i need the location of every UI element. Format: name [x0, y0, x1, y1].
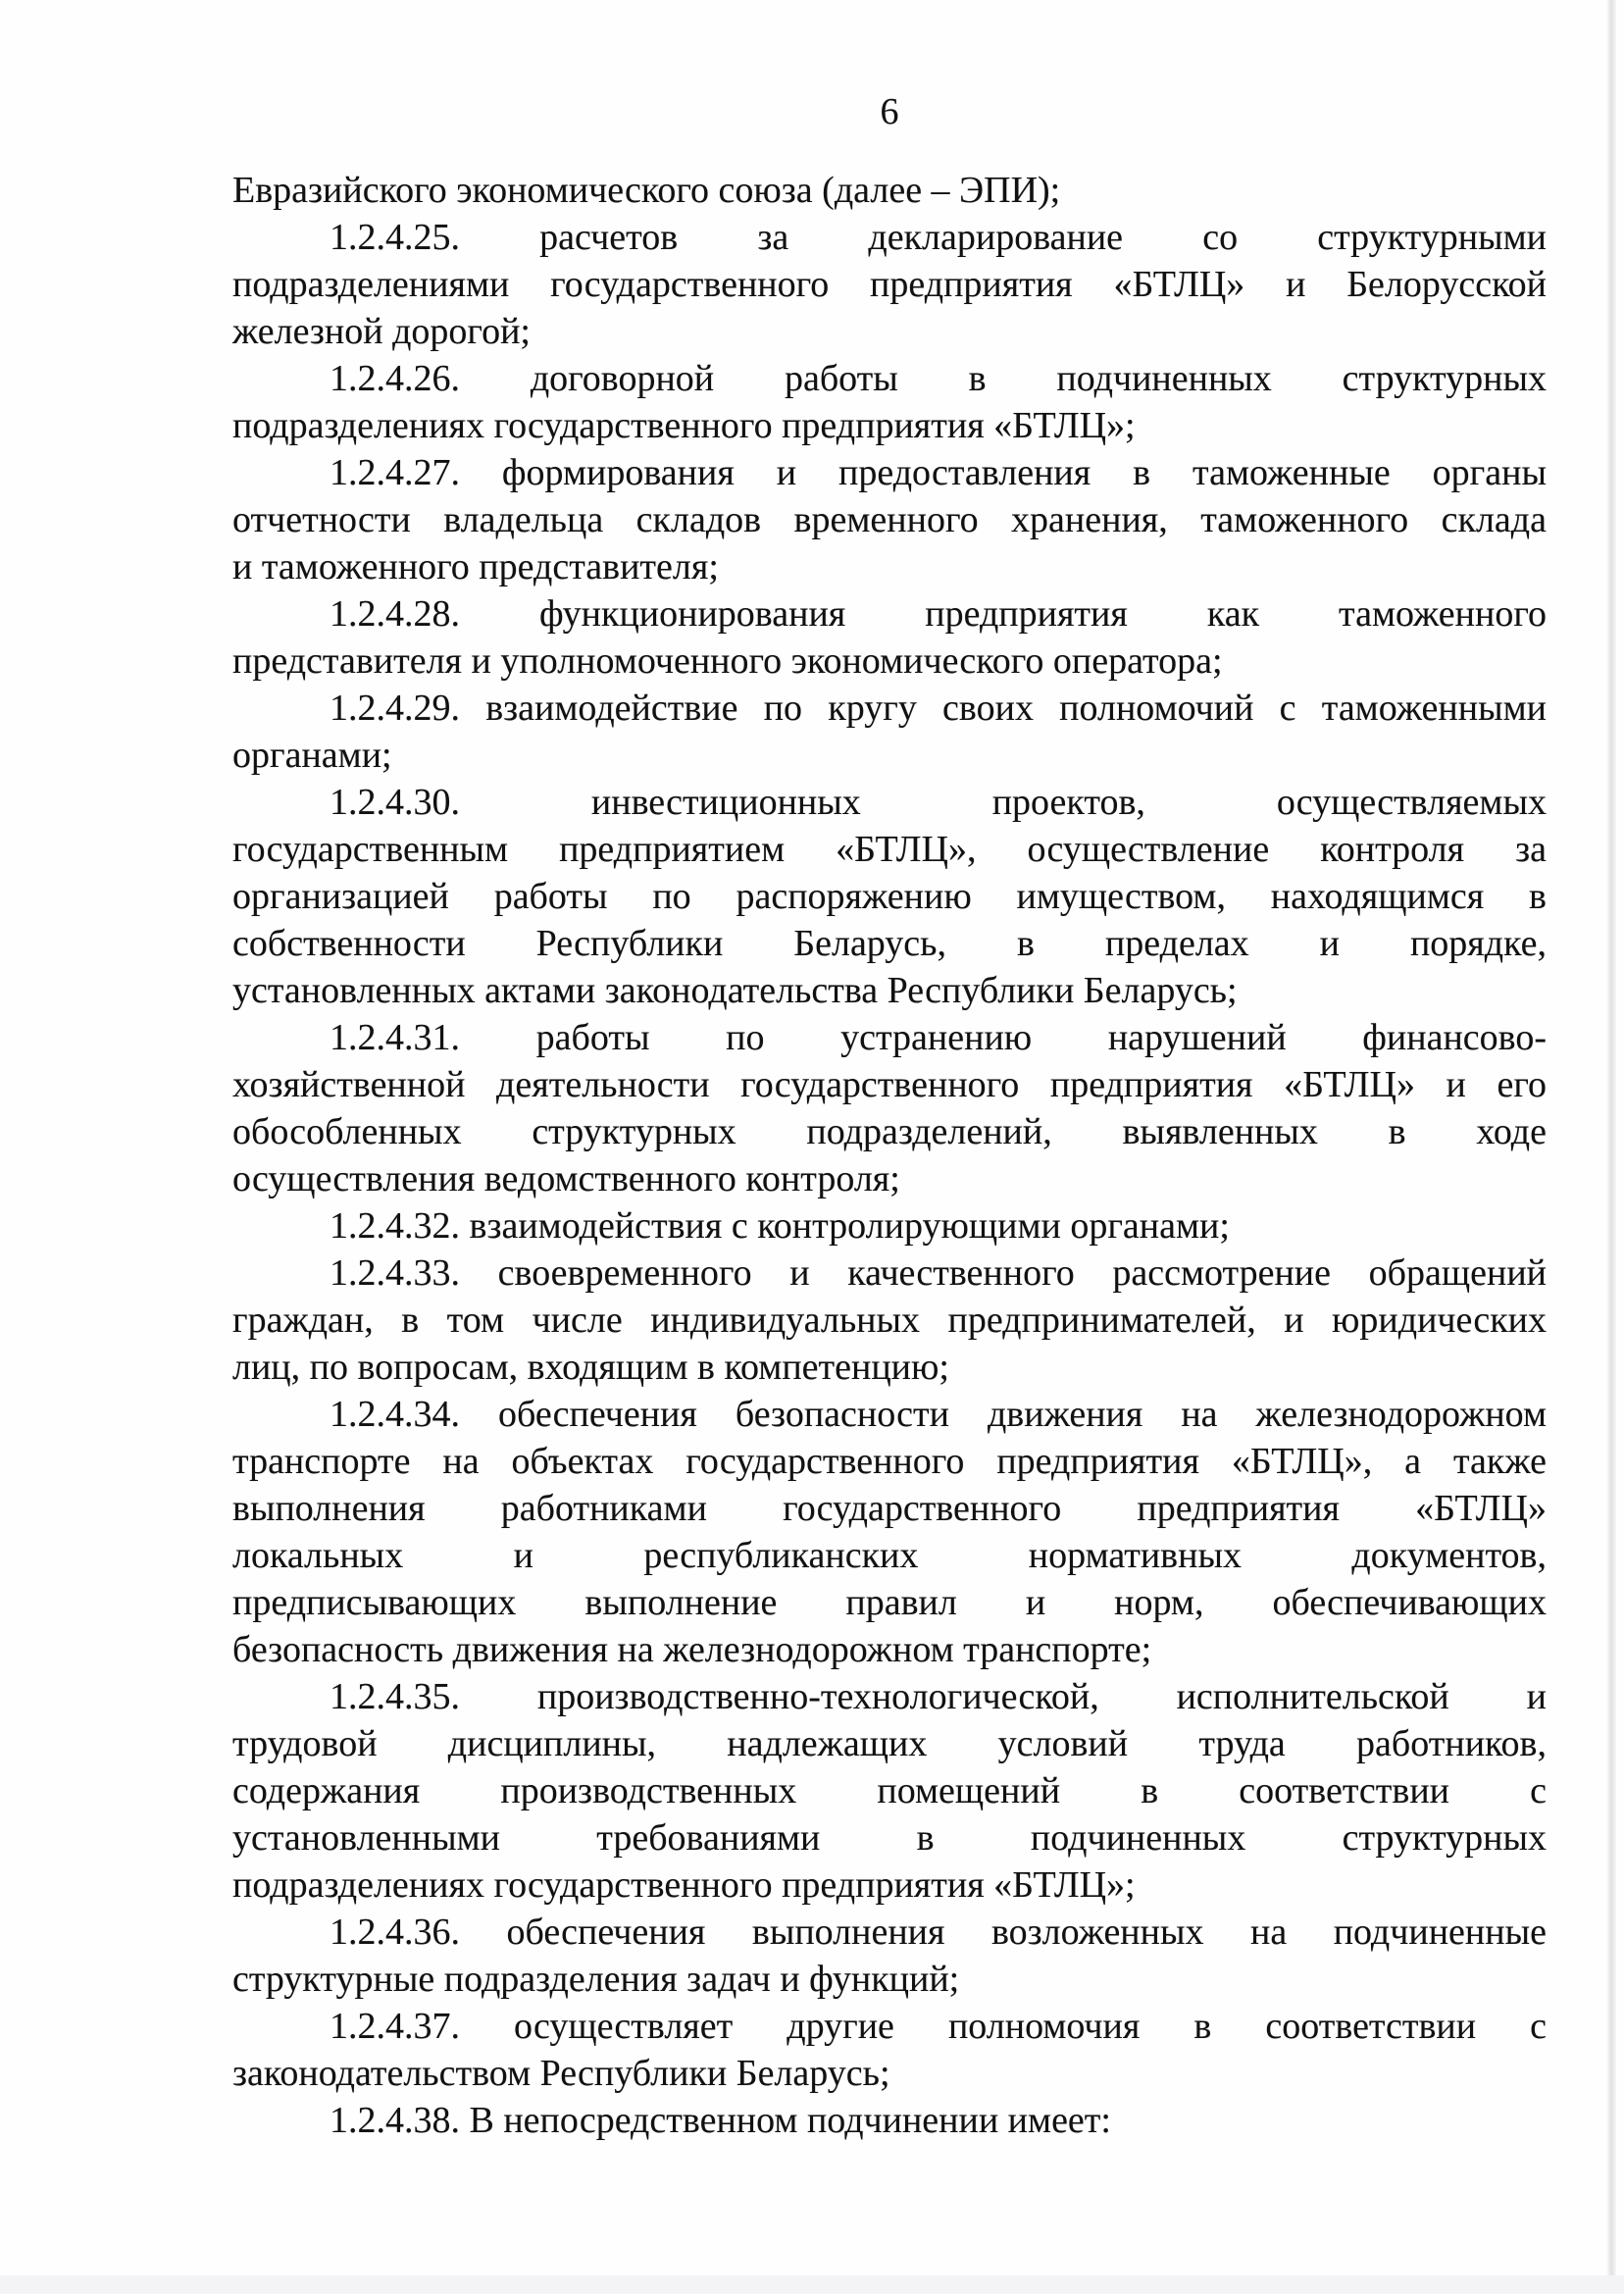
text-line: выполнения работниками государственного предприятия «БТЛЦ»	[232, 1488, 1547, 1529]
text-line: организацией работы по распоряжению имуществом, находящимся в	[232, 876, 1547, 917]
text-line: и таможенного представителя;	[232, 546, 719, 587]
text-line: установленными требованиями в подчиненных структурных	[232, 1817, 1547, 1859]
scan-artifact-right-edge	[1606, 0, 1616, 2294]
text-line: граждан, в том числе индивидуальных предпринимателей, и юридических	[232, 1300, 1547, 1341]
text-line: 1.2.4.25. расчетов за декларирование со структурными	[330, 217, 1547, 258]
text-line: трудовой дисциплины, надлежащих условий труда работников,	[232, 1723, 1547, 1764]
text-line: обособленных структурных подразделений, выявленных в ходе	[232, 1111, 1547, 1152]
text-line: 1.2.4.27. формирования и предоставления в таможенные органы	[330, 452, 1547, 493]
text-line: 1.2.4.28. функционирования предприятия как таможенного	[330, 593, 1547, 635]
text-line: железной дорогой;	[232, 311, 531, 352]
text-line: органами;	[232, 735, 392, 776]
text-line: подразделениями государственного предприятия «БТЛЦ» и Белорусской	[232, 264, 1547, 305]
text-line: Евразийского экономического союза (далее – ЭПИ);	[232, 170, 1061, 211]
text-line: хозяйственной деятельности государственного предприятия «БТЛЦ» и его	[232, 1064, 1547, 1105]
text-line: транспорте на объектах государственного предприятия «БТЛЦ», а также	[232, 1441, 1547, 1482]
text-line: 1.2.4.29. взаимодействие по кругу своих полномочий с таможенными	[330, 688, 1547, 729]
text-line: лиц, по вопросам, входящим в компетенцию;	[232, 1347, 949, 1388]
text-line: 1.2.4.35. производственно-технологической, исполнительской и	[330, 1676, 1547, 1717]
text-line: 1.2.4.30. инвестиционных проектов, осуществляемых	[330, 782, 1547, 823]
text-line: структурные подразделения задач и функций;	[232, 1959, 960, 2000]
text-line: безопасность движения на железнодорожном транспорте;	[232, 1629, 1152, 1670]
text-line: 1.2.4.33. своевременного и качественного рассмотрение обращений	[330, 1252, 1547, 1294]
text-line: собственности Республики Беларусь, в пределах и порядке,	[232, 923, 1547, 964]
text-line: 1.2.4.38. В непосредственном подчинении имеет:	[330, 2100, 1111, 2141]
text-line: содержания производственных помещений в соответствии с	[232, 1770, 1547, 1811]
scan-artifact-bottom-edge	[0, 2275, 1624, 2294]
text-line: 1.2.4.31. работы по устранению нарушений финансово-	[330, 1017, 1547, 1058]
text-line: 1.2.4.26. договорной работы в подчиненных структурных	[330, 358, 1547, 399]
text-line: локальных и республиканских нормативных документов,	[232, 1535, 1547, 1576]
document-body	[232, 167, 1547, 2144]
page-number: 6	[880, 91, 899, 132]
text-line: осуществления ведомственного контроля;	[232, 1158, 900, 1199]
text-line: 1.2.4.32. взаимодействия с контролирующими органами;	[330, 1205, 1230, 1247]
text-line: 1.2.4.36. обеспечения выполнения возложенных на подчиненные	[330, 1912, 1547, 1953]
text-line: 1.2.4.37. осуществляет другие полномочия в соответствии с	[330, 2006, 1547, 2047]
text-line: установленных актами законодательства Республики Беларусь;	[232, 970, 1238, 1011]
text-line: подразделениях государственного предприятия «БТЛЦ»;	[232, 1864, 1136, 1906]
text-line: представителя и уполномоченного экономического оператора;	[232, 640, 1223, 682]
text-line: государственным предприятием «БТЛЦ», осуществление контроля за	[232, 829, 1547, 870]
text-line: отчетности владельца складов временного хранения, таможенного склада	[232, 499, 1547, 540]
text-line: 1.2.4.34. обеспечения безопасности движения на железнодорожном	[330, 1394, 1547, 1435]
text-line: подразделениях государственного предприятия «БТЛЦ»;	[232, 405, 1136, 446]
text-line: предписывающих выполнение правил и норм, обеспечивающих	[232, 1582, 1547, 1623]
text-line: законодательством Республики Беларусь;	[232, 2053, 890, 2094]
